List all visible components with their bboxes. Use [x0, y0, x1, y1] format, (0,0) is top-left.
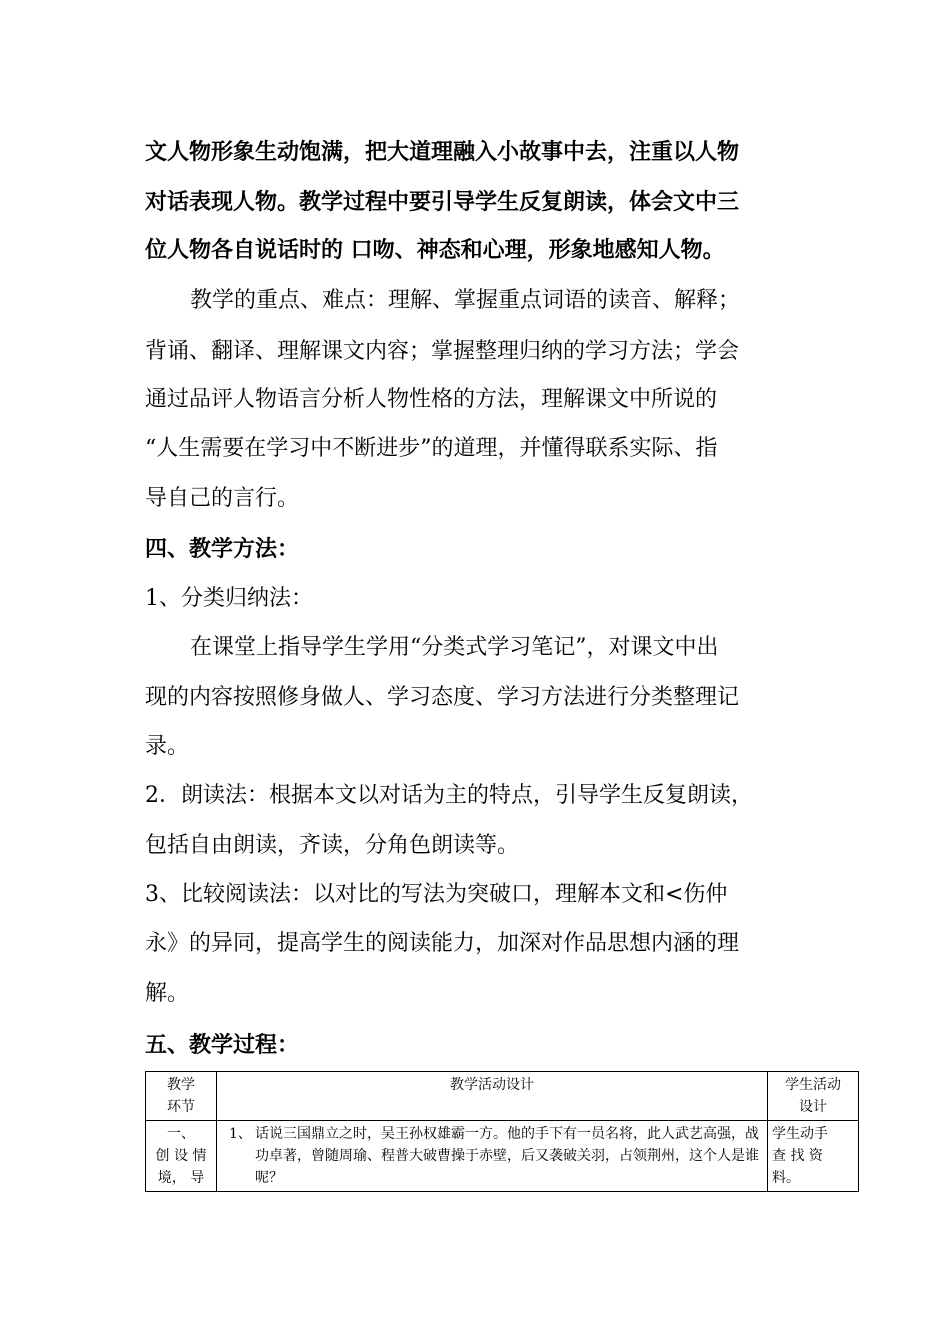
paragraph-line: 文人物形象生动饱满，把大道理融入小故事中去，注重以人物	[145, 140, 740, 165]
paragraph-line: 现的内容按照修身做人、学习态度、学习方法进行分类整理记	[145, 685, 740, 710]
header-text: 学生活动	[785, 1077, 841, 1093]
paragraph-line: 导自己的言行。	[145, 486, 300, 511]
cell-text: 境， 导	[157, 1170, 205, 1186]
teaching-process-table	[145, 1071, 859, 1192]
paragraph-line: 2．朗读法：根据本文以对话为主的特点，引导学生反复朗读，	[145, 783, 753, 808]
activity-item	[221, 1123, 763, 1189]
cell-text: 创 设 情	[155, 1148, 207, 1164]
cell-text: 料。	[772, 1170, 800, 1186]
header-text: 设计	[799, 1099, 827, 1115]
paragraph-line: 背诵、翻译、理解课文内容；掌握整理归纳的学习方法；学会	[145, 339, 740, 364]
header-design	[217, 1072, 768, 1121]
header-text: 教学	[167, 1077, 195, 1093]
header-text: 教学活动设计	[450, 1077, 534, 1093]
paragraph-line: “人生需要在学习中不断进步”的道理，并懂得联系实际、指	[145, 436, 718, 461]
cell-text: 学生动手	[772, 1126, 828, 1142]
item-text: 话说三国鼎立之时，吴王孙权雄霸一方。他的手下有一员名将，此人武艺高强，战功卓著，曾随周瑜、程普大破曹操于赤壁，后又袭破关羽，占领荆州，这个人是谁呢？	[255, 1126, 759, 1186]
paragraph-line: 3、比较阅读法：以对比的写法为突破口，理解本文和<伤仲	[145, 882, 728, 907]
design-cell	[217, 1121, 768, 1192]
paragraph-line: 包括自由朗读，齐读，分角色朗读等。	[145, 833, 520, 858]
paragraph-line: 教学的重点、难点：理解、掌握重点词语的读音、解释；	[190, 288, 741, 313]
paragraph-line: 永》的异同，提高学生的阅读能力，加深对作品思想内涵的理	[145, 931, 740, 956]
cell-text: 查 找 资	[772, 1148, 823, 1164]
paragraph-line: 解。	[145, 981, 190, 1006]
paragraph-line: 对话表现人物。教学过程中要引导学生反复朗读，体会文中三	[145, 190, 740, 215]
table-row	[146, 1121, 859, 1192]
method-title: 1、分类归纳法：	[145, 586, 313, 611]
header-student	[768, 1072, 859, 1121]
paragraph-line: 通过品评人物语言分析人物性格的方法，理解课文中所说的	[145, 387, 718, 412]
paragraph-line: 位人物各自说话时的 口吻、神态和心理，形象地感知人物。	[145, 238, 725, 263]
table-header-row	[146, 1072, 859, 1121]
cell-text: 一、	[167, 1126, 195, 1142]
stage-cell	[146, 1121, 217, 1192]
section-heading: 四、教学方法：	[145, 537, 300, 562]
paragraph-line: 在课堂上指导学生学用“分类式学习笔记”，对课文中出	[190, 635, 719, 660]
section-heading: 五、教学过程：	[145, 1033, 300, 1058]
header-text: 环节	[167, 1099, 195, 1115]
paragraph-line: 录。	[145, 734, 190, 759]
item-number: 1、	[229, 1126, 252, 1142]
header-stage	[146, 1072, 217, 1121]
student-cell	[768, 1121, 859, 1192]
